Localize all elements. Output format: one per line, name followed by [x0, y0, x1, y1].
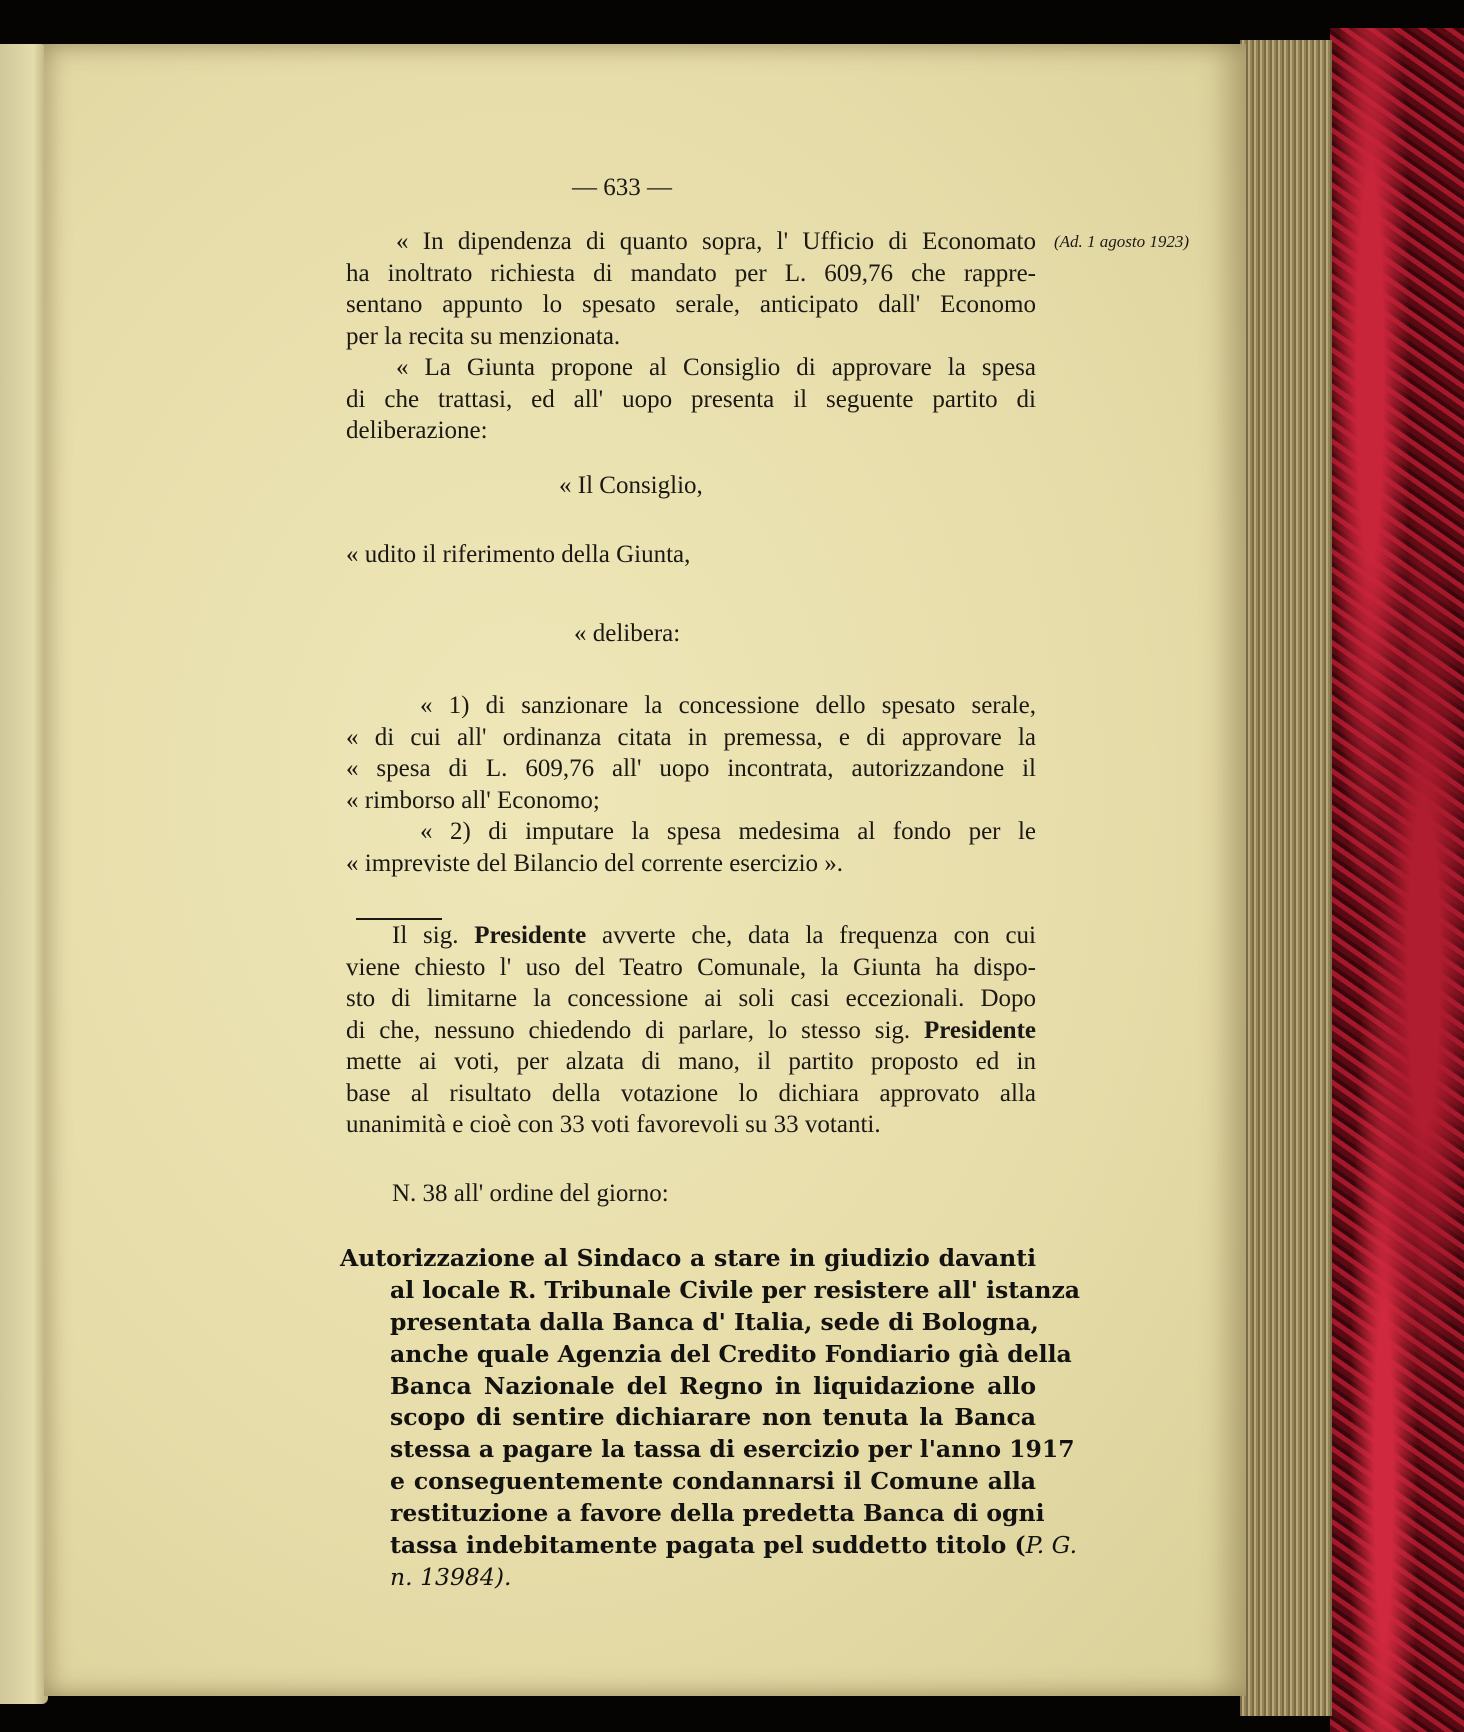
- paragraph-economato: [346, 226, 1036, 352]
- title-line: tassa indebitamente pagata pel suddetto titolo (P. G.: [390, 1531, 1078, 1560]
- book-page: [44, 44, 1246, 1696]
- text-line: di che trattasi, ed all' uopo presenta il seguente partito di: [346, 385, 1036, 413]
- text-line: sentano appunto lo spesato serale, anticipato dall' Economo: [346, 291, 1036, 318]
- text-line: « rimborso all' Economo;: [346, 786, 600, 814]
- text-line: « spesa di L. 609,76 all' uopo incontrata, autorizzandone il: [346, 755, 1036, 782]
- text-line: ha inoltrato richiesta di mandato per L. 609,76 che rappre-: [346, 259, 1036, 287]
- title-line: presentata dalla Banca d' Italia, sede di Bologna,: [390, 1307, 1039, 1336]
- text-line: « impreviste del Bilancio del corrente esercizio ».: [346, 849, 844, 877]
- title-line: restituzione a favore della predetta Banca di ogni: [390, 1499, 1045, 1528]
- title-line: al locale R. Tribunale Civile per resistere all' istanza: [390, 1275, 1081, 1304]
- deliberation-item-2: [346, 816, 1036, 879]
- title-line: stessa a pagare la tassa di esercizio per l'anno 1917: [390, 1435, 1075, 1464]
- page-edges: [1240, 40, 1332, 1716]
- text-line: base al risultato della votazione lo dichiara approvato alla: [346, 1079, 1036, 1107]
- agenda-item-title: [340, 1243, 1081, 1594]
- book-cover-edge: [1330, 28, 1464, 1732]
- text-line: Il sig. Presidente avverte che, data la frequenza con cui: [392, 922, 1036, 949]
- text-line: unanimità e cioè con 33 voti favorevoli su 33 votanti.: [346, 1111, 881, 1138]
- text-line: « In dipendenza di quanto sopra, l' Ufficio di Economato: [396, 228, 1036, 255]
- text-line: « di cui all' ordinanza citata in premessa, e di approvare la: [346, 723, 1036, 751]
- title-line: Autorizzazione al Sindaco a stare in giudizio davanti: [340, 1244, 1036, 1272]
- paragraph-giunta: [346, 352, 1036, 447]
- title-line: anche quale Agenzia del Credito Fondiario già della: [390, 1339, 1072, 1368]
- deliberation-item-1: [346, 690, 1036, 816]
- text-line: « 1) di sanzionare la concessione dello spesato serale,: [420, 692, 1036, 719]
- page-number: — 633 —: [572, 174, 672, 201]
- text-line: per la recita su menzionata.: [346, 322, 621, 350]
- title-line: e conseguentemente condannarsi il Comune alla: [390, 1467, 1036, 1496]
- text-line: di che, nessuno chiedendo di parlare, lo stesso sig. Presidente: [346, 1016, 1036, 1044]
- text-line: viene chiesto l' uso del Teatro Comunale, la Giunta ha dispo-: [346, 953, 1036, 981]
- udito-line: « udito il riferimento della Giunta,: [346, 541, 691, 568]
- paragraph-presidente: [346, 920, 1036, 1141]
- text-line: deliberazione:: [346, 417, 488, 444]
- margin-date-note: (Ad. 1 agosto 1923): [1054, 232, 1190, 251]
- title-line: scopo di sentire dichiarare non tenuta la Banca: [390, 1403, 1036, 1432]
- agenda-item-number: N. 38 all' ordine del giorno:: [392, 1180, 669, 1207]
- text-line: mette ai voti, per alzata di mano, il partito proposto ed in: [346, 1048, 1036, 1075]
- title-line: Banca Nazionale del Regno in liquidazione allo: [390, 1371, 1036, 1400]
- left-page-fragment: [0, 44, 48, 1704]
- text-line: « La Giunta propone al Consiglio di approvare la spesa: [396, 354, 1036, 381]
- delibera-line: « delibera:: [574, 620, 681, 647]
- il-consiglio: « Il Consiglio,: [559, 472, 703, 499]
- title-line: n. 13984).: [390, 1562, 512, 1591]
- text-line: sto di limitarne la concessione ai soli casi eccezionali. Dopo: [346, 985, 1036, 1012]
- text-line: « 2) di imputare la spesa medesima al fondo per le: [420, 818, 1036, 845]
